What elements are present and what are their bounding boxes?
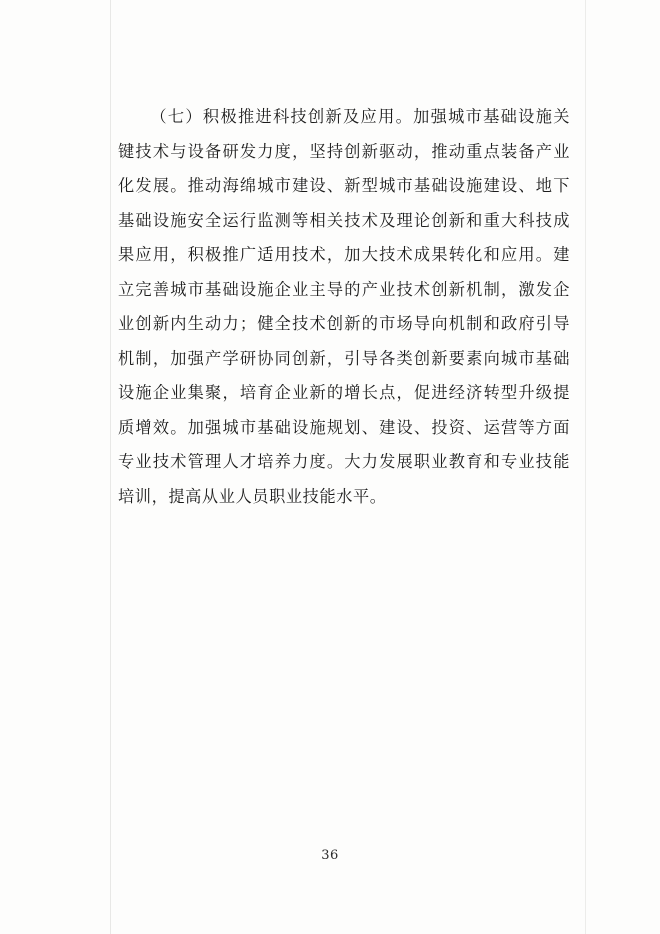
page-number: 36	[321, 848, 339, 863]
body-paragraph: （七）积极推进科技创新及应用。加强城市基础设施关键技术与设备研发力度，坚持创新驱动，推动重点装备产业化发展。推动海绵城市建设、新型城市基础设施建设、地下基础设施安全运行监测等相关技术及理论创新和重大科技成果应用，积极推广适用技术，加大技术成果转化和应用。建立完善城市基础设施企业主导的产业技术创新机制，激发企业创新内生动力；健全技术创新的市场导向机制和政府引导机制，加强产学研协同创新，引导各类创新要素向城市基础设施企业集聚，培育企业新的增长点，促进经济转型升级提质增效。加强城市基础设施规划、建设、投资、运营等方面专业技术管理人才培养力度。大力发展职业教育和专业技能培训，提高从业人员职业技能水平。	[118, 107, 570, 506]
page-right-edge-line	[585, 0, 586, 934]
page-left-edge-line	[110, 0, 111, 934]
page-content	[118, 84, 570, 530]
